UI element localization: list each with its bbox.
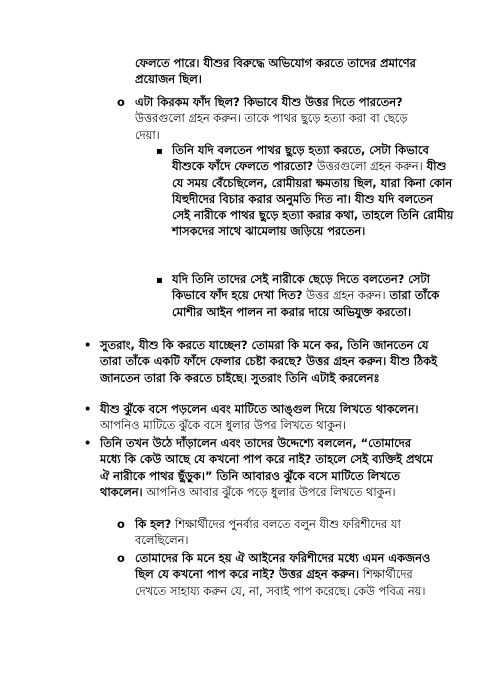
bullet-circle: o [117,551,125,565]
bullet-square: ▪ [156,146,163,157]
list-item-what-happened: কি হল? শিক্ষার্থীদের পুনর্বার বলতে বলুন যীশু ফরিশীদের যা বলেছিলেন। [135,517,401,548]
list-item-stoning-option: তিনি যদি বলতেন পাথর ছুড়ে হত্যা করতে, সেটা কিভাবে যীশুকে ফাঁদে ফেলতে পারতো? উত্তরগুলো গ্রহন করুন। যীশু যে সময় বেঁচেছিলেন, রোমীয়রা ক্ষমতায় ছিল, যারা কিনা কোন যিহুদীদের বিচার করার অনুমতি দিত না। যীশু যদি বলতেন সেই নারীকে পাথর ছুড়ে হত্যা করার কথা, তাহলে তিনি রোমীয় শাসকদের সাথে ঝামেলায় জড়িয়ে পরতেন। [172,143,454,239]
bullet-dot: • [84,338,92,352]
list-item-jesus-writes: যীশু ঝুঁকে বসে পড়লেন এবং মাটিতে আঙ্গুল দিয়ে লিখতে থাকলেন। আপনিও মাটিতে ঝুঁকে বসে ধুলার উপর লিখতে থাকুন। [100,402,419,433]
bullet-dot: • [84,436,92,450]
paragraph-continuation: ফেলতে পারে। যীশুর বিরুদ্ধে অভিযোগ করতে তাদের প্রমাণের প্রয়োজন ছিল। [135,56,416,87]
bullet-square: ▪ [156,275,163,286]
list-item-jesus-speaks: তিনি তখন উঠে দাঁড়ালেন এবং তাদের উদ্দেশ্যে বললেন, “তোমাদের মধ্যে কি কেউ আছে যে কখনো পাপ করে নাই? তাহলে সেই ব্যক্তিই প্রথমে ঐ নারীকে পাথর ছুঁড়ুক।” তিনি আবারও ঝুঁকে বসে মাটিতে লিখতে থাকলেন। আপনিও আবার ঝুঁকে পড়ে ধুলার উপরে লিখতে থাকুন। [100,436,433,499]
list-item-no-one-sinless: তোমাদের কি মনে হয় ঐ আইনের ফরিশীদের মধ্যে এমন একজনও ছিল যে কখনো পাপ করে নাই? উত্তর গ্রহন করুন। শিক্ষার্থীদের দেখতে সাহায্য করুন যে, না, সবাই পাপ করেছে। কেউ পবিত্র নয়। [135,551,431,598]
bullet-dot: • [84,402,92,416]
bullet-circle: o [117,517,125,531]
list-item-release-option: যদি তিনি তাদের সেই নারীকে ছেড়ে দিতে বলতেন? সেটা কিভাবে ফাঁদ হয়ে দেখা দিত? উত্তর গ্রহন করুন। তারা তাঁকে মোশীর আইন পালন না করার দায়ে অভিযুক্ত করতো। [172,272,440,319]
list-item-jesus-knew: সুতরাং, যীশু কি করতে যাচ্ছেন? তোমরা কি মনে কর, তিনি জানতেন যে তারা তাঁকে একটি ফাঁদে ফেলার চেষ্টা করছে? উত্তর গ্রহন করুন। যীশু ঠিকই জানতেন তারা কি করতে চাইছে। সুতরাং তিনি এটাই করলেনঃ [100,338,437,385]
list-item-trap-question: এটা কিরকম ফাঁদ ছিল? কিভাবে যীশু উত্তর দিতে পারতেন? উত্তরগুলো গ্রহন করুন। তাকে পাথর ছুড়ে হত্যা করা বা ছেড়ে দেয়া। [135,95,408,142]
bullet-circle: o [117,95,125,109]
